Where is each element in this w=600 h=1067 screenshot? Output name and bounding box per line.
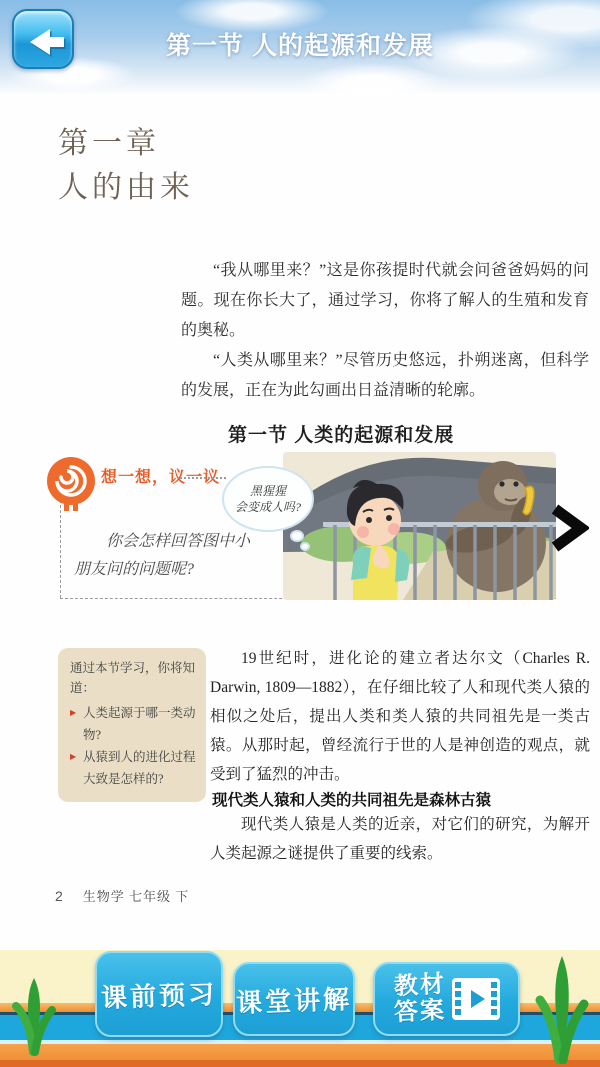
- intro-paragraph-2: “人类从哪里来？”尽管历史悠远，扑朔迷离，但科学的发展，正在为此勾画出日益清晰的轮廓。: [181, 352, 589, 399]
- speech-bubble-line1: 黑猩猩: [249, 484, 286, 498]
- think-seal-icon: [44, 455, 98, 520]
- book-title: 生物学 七年级 下: [82, 889, 190, 904]
- bottom-bar: [0, 950, 600, 1067]
- speech-bubble: [222, 466, 314, 532]
- textbook-illustration: [283, 452, 556, 600]
- chapter-title-line2: 人的由来: [58, 171, 194, 204]
- think-discuss-label: 想一想，议一议: [101, 469, 221, 486]
- nav-button-lecture[interactable]: [233, 962, 355, 1036]
- subheading-common-ancestor: 现代类人猿和人类的共同祖先是森林古猿: [212, 792, 492, 809]
- stripe-orange: [0, 1044, 600, 1060]
- chevron-right-icon: [549, 503, 589, 553]
- next-page-button[interactable]: [549, 503, 589, 553]
- speech-bubble-line2: 会变成人吗?: [234, 500, 301, 514]
- video-film-icon: [452, 978, 500, 1020]
- paragraph-darwin: 19世纪时，进化论的建立者达尔文（Charles R. Darwin, 1809—1882），在仔细比较了人和现代类人猿的相似之处后，提出人类和类人猿的共同祖先是一类古猿。从那时起，曾经流行于世的人是神创造的观点，就受到了猛烈的冲击。: [210, 650, 590, 783]
- chapter-title-line1: 第一章: [58, 127, 160, 160]
- nav-button-preview[interactable]: [95, 951, 223, 1037]
- learning-goal-item: ▶ 人类起源于哪一类动物?: [70, 702, 196, 746]
- stripe-bottom: [0, 1060, 600, 1067]
- page-number: 2: [55, 888, 63, 904]
- learning-goals-box: [58, 648, 206, 802]
- nav-button-lecture-label: 课堂讲解: [235, 983, 353, 1018]
- nav-button-answers-label: [392, 970, 447, 1027]
- speech-bubble-tail: [290, 530, 304, 542]
- learning-goals-list: [70, 702, 196, 790]
- answers-label-line1: 教材: [392, 970, 447, 1001]
- activity-question: 你会怎样回答图中小朋友问的问题呢?: [74, 533, 251, 578]
- textbook-page: [0, 96, 600, 950]
- chapter-title: [58, 122, 194, 210]
- paragraph-apes: 现代类人猿是人类的近亲，对它们的研究，为解开人类起源之谜提供了重要的线索。: [210, 816, 590, 862]
- learning-goal-item: ▶ 从猿到人的进化过程大致是怎样的?: [70, 746, 196, 790]
- dotted-connector: [180, 477, 226, 479]
- nav-button-preview-label: 课前预习: [100, 978, 218, 1013]
- page-footer: [55, 886, 189, 905]
- intro-paragraph-1: “我从哪里来？”这是你孩提时代就会问爸爸妈妈的问题。现在你长大了，通过学习，你将了解人的生殖和发育的奥秘。: [181, 262, 589, 339]
- section-title: 第一节 人类的起源和发展: [228, 425, 455, 446]
- speech-bubble-tail-small: [300, 542, 310, 551]
- answers-label-line2: 答案: [392, 996, 447, 1027]
- nav-button-answers[interactable]: [373, 962, 520, 1036]
- plant-left-icon: [6, 972, 62, 1061]
- plant-right-icon: [528, 952, 592, 1067]
- header: [0, 0, 600, 96]
- learning-goals-title: 通过本节学习，你将知道：: [70, 661, 196, 695]
- intro-text: [181, 256, 589, 406]
- page-title: 第一节 人的起源和发展: [166, 32, 434, 60]
